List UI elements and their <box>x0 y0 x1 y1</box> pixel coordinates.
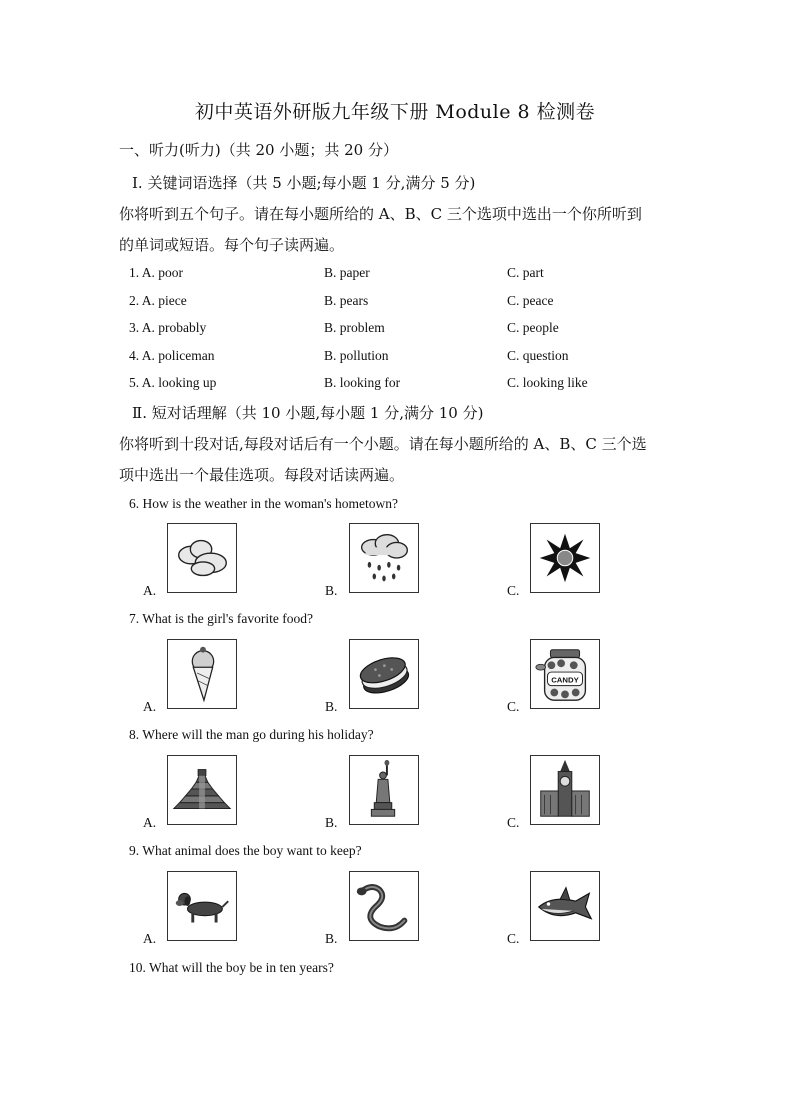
section1-instruction-line1: 你将听到五个句子。请在每小题所给的 A、B、C 三个选项中选出一个你所听到 <box>119 205 642 223</box>
item2-option-c: C. peace <box>507 293 554 308</box>
q8-letter-a: A. <box>143 815 157 830</box>
item2-option-a: 2. A. piece <box>129 293 187 308</box>
item1-option-c: C. part <box>507 265 544 280</box>
item4-option-b: B. pollution <box>324 348 389 363</box>
section2-heading: Ⅱ. 短对话理解（共 10 小题,每小题 1 分,满分 10 分) <box>132 404 484 422</box>
sandwich-cookie-icon <box>349 639 419 709</box>
item3-option-c: C. people <box>507 320 559 335</box>
page-title: 初中英语外研版九年级下册 Module 8 检测卷 <box>194 101 596 123</box>
q8-letter-b: B. <box>325 815 338 830</box>
ice-cream-icon <box>167 639 237 709</box>
statue-of-liberty-icon <box>349 755 419 825</box>
q8-letter-c: C. <box>507 815 520 830</box>
q6-letter-c: C. <box>507 583 520 598</box>
question-9: 9. What animal does the boy want to keep? <box>129 843 362 858</box>
item3-option-a: 3. A. probably <box>129 320 207 335</box>
section2-instruction-line1: 你将听到十段对话,每段对话后有一个小题。请在每小题所给的 A、B、C 三个选 <box>119 435 647 453</box>
q9-letter-b: B. <box>325 931 338 946</box>
item1-option-a: 1. A. poor <box>129 265 183 280</box>
section2-instruction-line2: 项中选出一个最佳选项。每段对话读两遍。 <box>119 466 405 484</box>
big-ben-icon <box>530 755 600 825</box>
sun-icon <box>530 523 600 593</box>
q6-letter-a: A. <box>143 583 157 598</box>
item1-option-b: B. paper <box>324 265 370 280</box>
dog-icon <box>167 871 237 941</box>
item5-option-b: B. looking for <box>324 375 401 390</box>
snake-icon <box>349 871 419 941</box>
candy-jar-icon <box>530 639 600 709</box>
shark-icon <box>530 871 600 941</box>
q6-letter-b: B. <box>325 583 338 598</box>
item4-option-a: 4. A. policeman <box>129 348 215 363</box>
item2-option-b: B. pears <box>324 293 369 308</box>
cloudy-icon <box>167 523 237 593</box>
question-6: 6. How is the weather in the woman's hometown? <box>129 496 398 511</box>
q7-letter-a: A. <box>143 699 157 714</box>
pyramid-icon <box>167 755 237 825</box>
item4-option-c: C. question <box>507 348 569 363</box>
q9-letter-c: C. <box>507 931 520 946</box>
item5-option-a: 5. A. looking up <box>129 375 217 390</box>
item5-option-c: C. looking like <box>507 375 588 390</box>
question-7: 7. What is the girl's favorite food? <box>129 611 314 626</box>
candy-label-text: CANDY <box>551 675 579 685</box>
question-10: 10. What will the boy be in ten years? <box>129 960 334 975</box>
section1-heading: Ⅰ. 关键词语选择（共 5 小题;每小题 1 分,满分 5 分) <box>132 174 476 192</box>
section1-instruction-line2: 的单词或短语。每个句子读两遍。 <box>119 236 345 254</box>
q7-letter-b: B. <box>325 699 338 714</box>
question-8: 8. Where will the man go during his holiday? <box>129 727 374 742</box>
rain-icon <box>349 523 419 593</box>
q7-letter-c: C. <box>507 699 520 714</box>
part1-heading: 一、听力(听力)（共 20 小题；共 20 分） <box>119 141 398 159</box>
item3-option-b: B. problem <box>324 320 385 335</box>
q9-letter-a: A. <box>143 931 157 946</box>
